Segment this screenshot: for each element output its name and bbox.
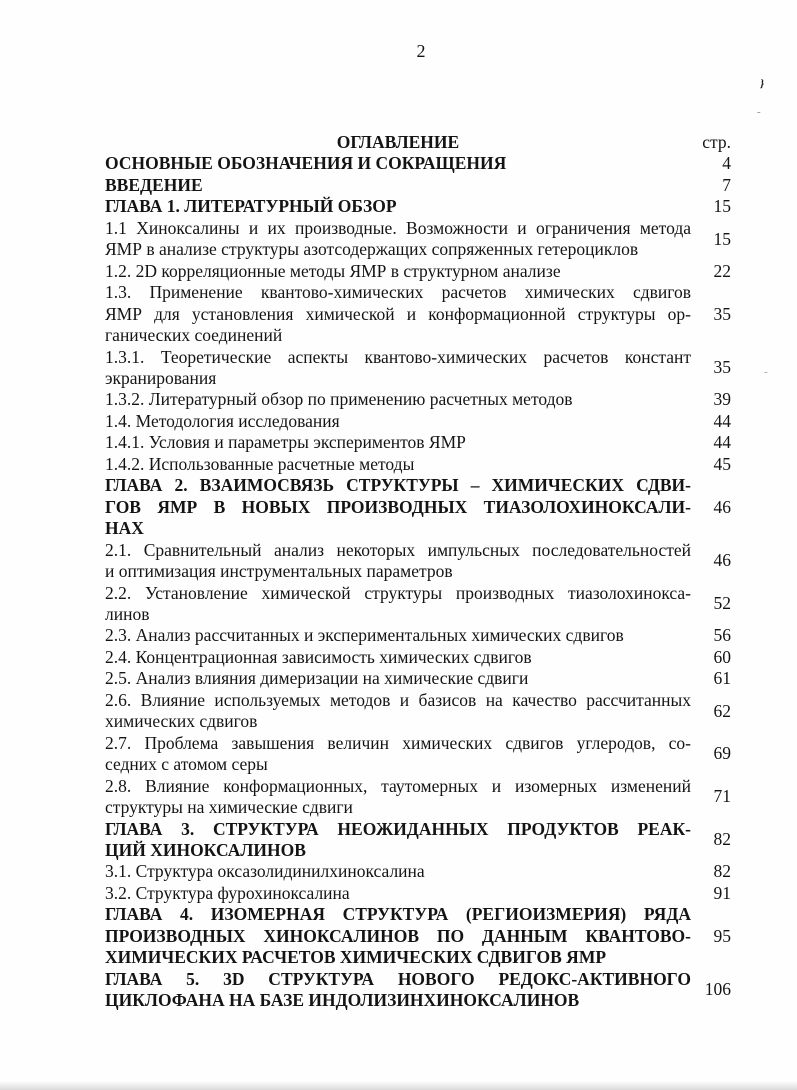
toc-entry	[105, 733, 731, 776]
toc-entry-title: 2.8. Влияние конформационных, таутомерных и изомерных изменений структуры на химические сдвиги	[105, 775, 691, 818]
toc-title: ОГЛАВЛЕНИЕ	[336, 132, 460, 152]
toc-entry-title: ГЛАВА 1. ЛИТЕРАТУРНЫЙ ОБЗОР	[105, 196, 397, 217]
toc-entry	[105, 261, 731, 282]
toc-entry-page-number: 39	[713, 389, 731, 410]
toc-entry	[105, 625, 731, 646]
toc-entry-page-number: 95	[713, 925, 731, 946]
toc-entry-page-number: 46	[713, 496, 731, 517]
toc-entry-page-number: 71	[713, 786, 731, 807]
toc-entry-page-number: 7	[722, 174, 731, 195]
toc-entry	[105, 347, 731, 390]
toc-entry-page-number: 69	[713, 743, 731, 764]
toc-entry-page-number: 56	[713, 625, 731, 646]
toc-entry-title: 1.4. Методология исследования	[105, 410, 340, 431]
toc-header-row	[105, 132, 731, 153]
toc-entry	[105, 583, 731, 626]
toc-entry-title: 1.4.2. Использованные расчетные методы	[105, 453, 415, 474]
toc-entry-page-number: 46	[713, 550, 731, 571]
toc-entry-title: 3.2. Структура фурохиноксалина	[105, 882, 350, 903]
toc-entry	[105, 411, 731, 432]
toc-entry-title: 1.4.1. Условия и параметры экспериментов ЯМР	[105, 432, 466, 453]
scan-artifact: -	[757, 106, 761, 118]
toc-entry-page-number: 91	[713, 882, 731, 903]
toc-entry-title: ГЛАВА 2. ВЗАИМОСВЯЗЬ СТРУКТУРЫ – ХИМИЧЕСКИХ СДВИ- ГОВ ЯМР В НОВЫХ ПРОИЗВОДНЫХ ТИАЗОЛОХИНОКСАЛИ- НАХ	[105, 475, 691, 539]
toc-entries	[105, 153, 731, 1011]
toc-entry-page-number: 44	[713, 432, 731, 453]
toc-entry-title: ОСНОВНЫЕ ОБОЗНАЧЕНИЯ И СОКРАЩЕНИЯ	[105, 153, 507, 174]
toc-entry-title: 2.5. Анализ влияния димеризации на химические сдвиги	[105, 668, 529, 689]
toc-entry-page-number: 52	[713, 593, 731, 614]
toc-entry-title: 2.3. Анализ рассчитанных и экспериментальных химических сдвигов	[105, 625, 624, 646]
toc-entry-page-number: 4	[722, 153, 731, 174]
scan-artifact: -	[764, 366, 768, 378]
scan-artifact: }	[759, 77, 766, 91]
toc-entry	[105, 969, 731, 1012]
scan-edge-shadow	[0, 1081, 797, 1090]
toc-entry-title: 1.3.2. Литературный обзор по применению расчетных методов	[105, 389, 573, 410]
toc-entry-title: 2.2. Установление химической структуры производных тиазолохинокса- линов	[105, 582, 691, 624]
toc-entry	[105, 175, 731, 196]
toc-entry-page-number: 15	[713, 196, 731, 217]
table-of-contents	[0, 132, 797, 1012]
toc-entry-page-number: 82	[713, 861, 731, 882]
toc-entry-title: 1.2. 2D корреляционные методы ЯМР в структурном анализе	[105, 260, 561, 281]
toc-entry	[105, 475, 731, 539]
toc-entry-page-number: 60	[713, 646, 731, 667]
toc-entry	[105, 218, 731, 261]
toc-entry-title: 2.7. Проблема завышения величин химических сдвигов углеродов, со- седних с атомом серы	[105, 732, 691, 775]
toc-entry-title: 2.4. Концентрационная зависимость химических сдвигов	[105, 646, 532, 667]
toc-entry	[105, 776, 731, 819]
toc-entry-page-number: 62	[713, 700, 731, 721]
toc-entry-page-number: 35	[713, 357, 731, 378]
toc-entry	[105, 690, 731, 733]
toc-entry	[105, 904, 731, 968]
toc-entry-page-number: 35	[713, 303, 731, 324]
toc-entry-page-number: 61	[713, 668, 731, 689]
toc-entry	[105, 454, 731, 475]
toc-entry	[105, 282, 731, 346]
page-column-header: стр.	[702, 132, 731, 152]
toc-entry-page-number: 22	[713, 260, 731, 281]
toc-entry-title: 1.1 Хиноксалины и их производные. Возможности и ограничения метода ЯМР в анализе структуры азотсодержащих сопряженных гетероциклов	[105, 217, 691, 260]
toc-entry	[105, 153, 731, 174]
toc-entry	[105, 389, 731, 410]
toc-entry	[105, 647, 731, 668]
toc-entry	[105, 668, 731, 689]
toc-entry-title: 2.1. Сравнительный анализ некоторых импульсных последовательностей и оптимизация инструментальных параметров	[105, 539, 691, 582]
toc-entry-page-number: 44	[713, 410, 731, 431]
toc-entry	[105, 819, 731, 862]
toc-entry	[105, 883, 731, 904]
toc-entry	[105, 196, 731, 217]
toc-entry-title: 3.1. Структура оксазолидинилхиноксалина	[105, 861, 425, 882]
toc-entry	[105, 432, 731, 453]
toc-entry-title: 1.3.1. Теоретические аспекты квантово-химических расчетов констант экранирования	[105, 346, 691, 388]
toc-entry-title: ГЛАВА 3. СТРУКТУРА НЕОЖИДАННЫХ ПРОДУКТОВ РЕАК- ЦИЙ ХИНОКСАЛИНОВ	[105, 818, 691, 860]
toc-entry-page-number: 106	[704, 979, 731, 1000]
toc-entry-page-number: 15	[713, 228, 731, 249]
toc-entry-title: ВВЕДЕНИЕ	[105, 174, 203, 195]
toc-entry-page-number: 45	[713, 453, 731, 474]
toc-entry	[105, 540, 731, 583]
toc-entry-page-number: 82	[713, 829, 731, 850]
sheet-number: 2	[416, 41, 426, 61]
toc-entry-title: 2.6. Влияние используемых методов и базисов на качество рассчитанных химических сдвигов	[105, 689, 691, 732]
toc-entry-title: 1.3. Применение квантово-химических расчетов химических сдвигов ЯМР для установления химической и конформационной структуры ор- ганических соединений	[105, 282, 691, 346]
toc-entry-title: ГЛАВА 4. ИЗОМЕРНАЯ СТРУКТУРА (РЕГИОИЗМЕРИЯ) РЯДА ПРОИЗВОДНЫХ ХИНОКСАЛИНОВ ПО ДАННЫМ КВАНТОВО- ХИМИЧЕСКИХ РАСЧЕТОВ ХИМИЧЕСКИХ СДВИГОВ ЯМР	[105, 904, 691, 968]
toc-entry	[105, 861, 731, 882]
toc-entry-title: ГЛАВА 5. 3D СТРУКТУРА НОВОГО РЕДОКС-АКТИВНОГО ЦИКЛОФАНА НА БАЗЕ ИНДОЛИЗИНХИНОКСАЛИНОВ	[105, 968, 691, 1011]
